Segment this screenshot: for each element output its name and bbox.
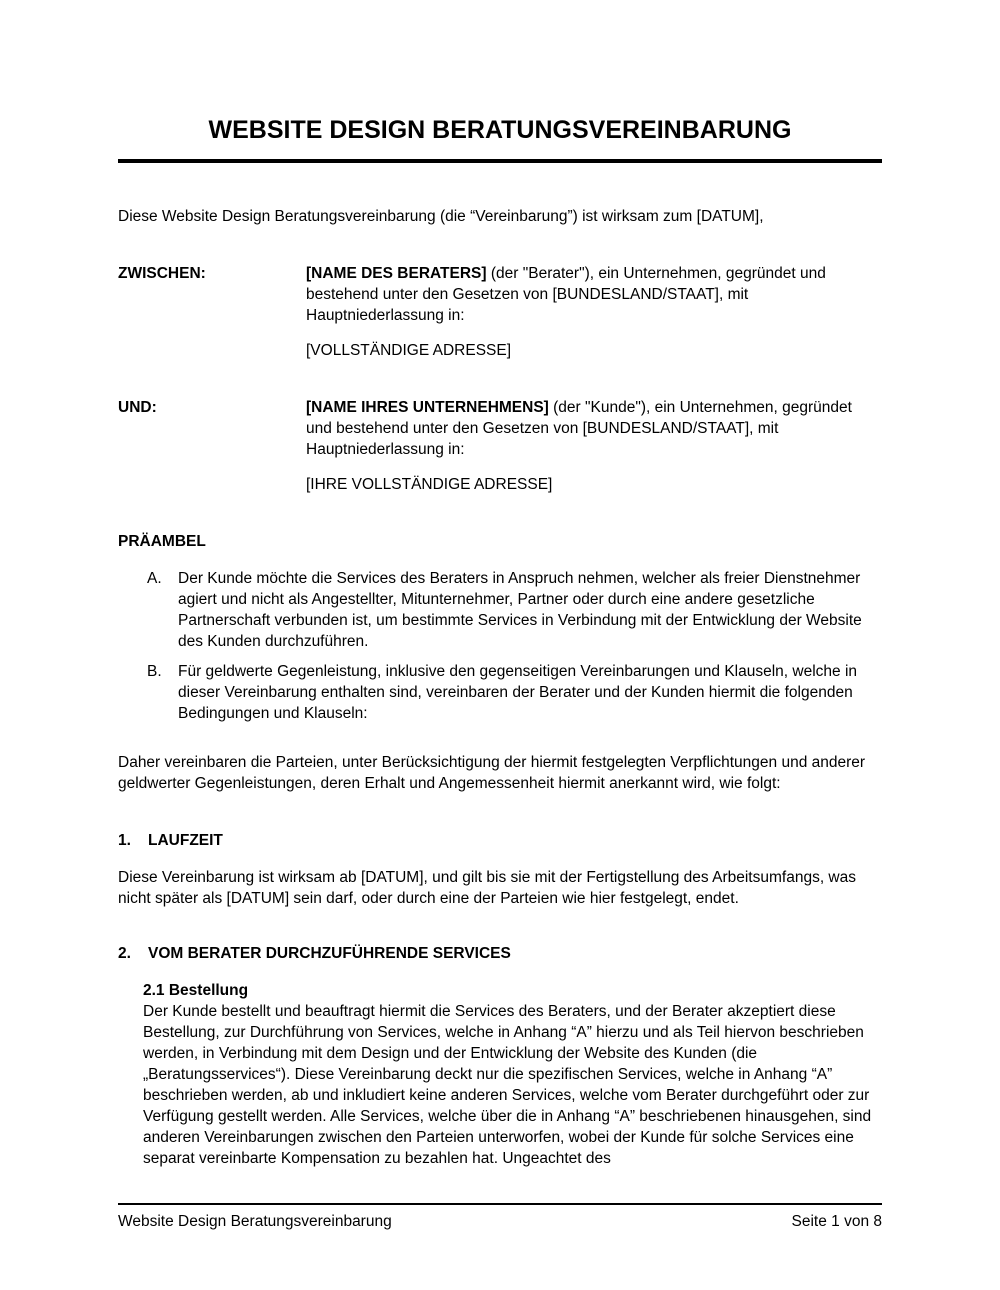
page-title: WEBSITE DESIGN BERATUNGSVEREINBARUNG [208, 116, 792, 144]
title-rule [118, 159, 882, 163]
section-title: LAUFZEIT [148, 832, 223, 849]
preamble-item-b [147, 661, 882, 724]
party-description [306, 263, 882, 326]
section-2-heading [118, 943, 882, 964]
section-1-heading [118, 830, 882, 851]
party-body [306, 397, 882, 495]
party-row-client [118, 397, 882, 495]
footer-rule [118, 1203, 882, 1205]
party-description [306, 397, 882, 460]
footer-document-title: Website Design Beratungsvereinbarung [118, 1213, 392, 1230]
party-row-consultant [118, 263, 882, 361]
section-number: 2. [118, 945, 131, 962]
page-footer [118, 1211, 882, 1232]
preamble-closing: Daher vereinbaren die Parteien, unter Berücksichtigung der hiermit festgelegten Verpflichtungen und anderer geldwerter Gegenleistungen, deren Erhalt und Angemessenheit hiermit anerkannt wird, wie folgt: [118, 754, 866, 792]
subsection-2-1 [143, 980, 882, 1169]
subsection-body: Der Kunde bestellt und beauftragt hiermit die Services des Beraters, und der Berater akzeptiert diese Bestellung, zur Durchführung von Services, welche in Anhang “A” hierzu und als Teil hiervon beschrieben werden, in Verbindung mit dem Design und der Entwicklung der Website des Kunden (die „Beratungsservices“). Diese Vereinbarung deckt nur die spezifischen Services, welche in Anhang “A” beschrieben werden, ab und inkludiert keine anderen Services, welche vom Berater durchgeführt oder zur Verfügung gestellt werden. Alle Services, welche über die in Anhang “A” beschriebenen hinausgehen, sind anderen Vereinbarungen zwischen den Parteien unterworfen, wobei der Kunde für solche Services eine separat vereinbarte Kompensation zu bezahlen hat. Ungeachtet des [143, 1003, 872, 1167]
party-description-text: (der "Berater"), ein Unternehmen, gegründet und bestehend unter den Gesetzen von [BUNDESLAND/STAAT], mit Hauptniederlassung in: [306, 265, 826, 324]
party-name-placeholder: [NAME DES BERATERS] [306, 265, 487, 282]
preamble-item-marker: B. [147, 663, 162, 680]
preamble-heading: PRÄAMBEL [118, 533, 206, 550]
section-1-body: Diese Vereinbarung ist wirksam ab [DATUM], und gilt bis sie mit der Fertigstellung des Arbeitsumfangs, was nicht später als [DATUM] sein darf, oder durch eine der Parteien wie hier festgelegt, endet. [118, 869, 856, 907]
footer-page-number: Seite 1 von 8 [791, 1213, 882, 1230]
party-description-text: (der "Kunde"), ein Unternehmen, gegründet und bestehend unter den Gesetzen von [BUNDESLAND/STAAT], mit Hauptniederlassung in: [306, 399, 852, 458]
party-body [306, 263, 882, 361]
section-number: 1. [118, 832, 131, 849]
intro-paragraph: Diese Website Design Beratungsvereinbarung (die “Vereinbarung”) ist wirksam zum [DATUM], [118, 208, 764, 225]
preamble-item-a [147, 568, 882, 652]
party-address: [IHRE VOLLSTÄNDIGE ADRESSE] [306, 476, 553, 493]
preamble-item-text: Für geldwerte Gegenleistung, inklusive den gegenseitigen Vereinbarungen und Klauseln, welche in dieser Vereinbarung enthalten sind, vereinbaren der Berater und der Kunden hiermit die folgenden Bedingungen und Klauseln: [178, 663, 858, 722]
preamble-item-text: Der Kunde möchte die Services des Beraters in Anspruch nehmen, welcher als freier Dienstnehmer agiert und nicht als Angestellter, Mitunternehmer, Partner oder durch eine andere gesetzliche Partnerschaft verbunden ist, um bestimmte Services in Verbindung mit der Entwicklung der Website des Kunden durchzuführen. [178, 570, 862, 650]
preamble-item-marker: A. [147, 570, 162, 587]
party-label: UND: [118, 399, 157, 416]
party-name-placeholder: [NAME IHRES UNTERNEHMENS] [306, 399, 549, 416]
section-title: VOM BERATER DURCHZUFÜHRENDE SERVICES [148, 945, 511, 962]
subsection-heading: 2.1 Bestellung [143, 982, 249, 999]
party-address: [VOLLSTÄNDIGE ADRESSE] [306, 342, 512, 359]
party-label: ZWISCHEN: [118, 265, 206, 282]
